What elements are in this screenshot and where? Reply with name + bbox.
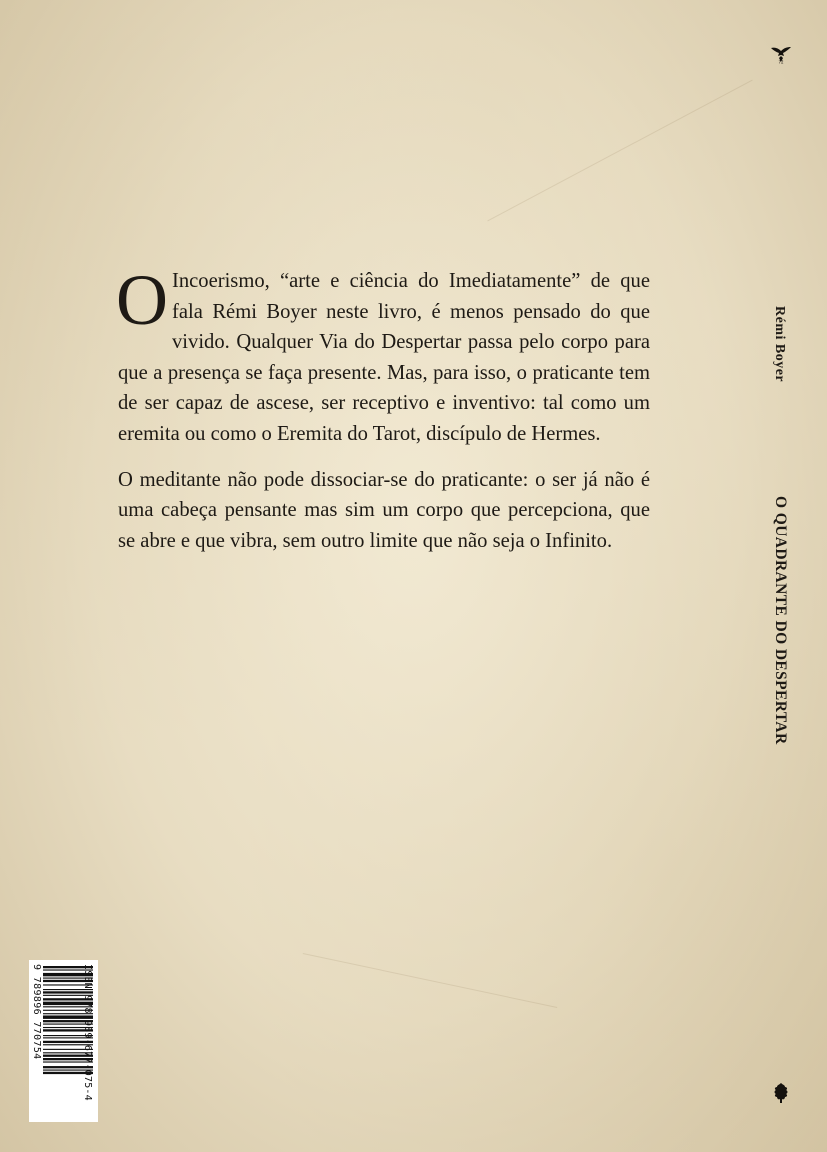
back-cover-blurb: [116, 260, 650, 556]
spine-author: Rémi Boyer: [772, 306, 787, 383]
paragraph-1-text: Incoerismo, “arte e ciência do Imediatamente” de que fala Rémi Boyer neste livro, é menos pensado do que vivido. Qualquer Via do Despertar passa pelo corpo para que a presença se faça presente. Mas, para isso, o praticante tem de ser capaz de ascese, ser receptivo e inventivo: tal como um eremita ou como o Eremita do Tarot, discípulo de Hermes.: [118, 270, 650, 445]
drop-cap: O: [116, 260, 168, 340]
isbn-label: ISBN 978-989-677-075-4: [82, 964, 93, 1101]
oak-leaf-icon: [772, 1082, 790, 1104]
svg-text:72: 72: [778, 59, 784, 64]
spine-title: O QUADRANTE DO DESPERTAR: [772, 496, 789, 745]
barcode-digits: 9 789896 770754: [31, 964, 42, 1060]
blurb-paragraph-1: [116, 260, 650, 450]
blurb-paragraph-2: O meditante não pode dissociar-se do praticante: o ser já não é uma cabeça pensante mas sim um corpo que percepciona, que se abre e que vibra, sem outro limite que não seja o Infinito.: [118, 468, 650, 552]
bird-emblem-icon: [770, 42, 792, 64]
